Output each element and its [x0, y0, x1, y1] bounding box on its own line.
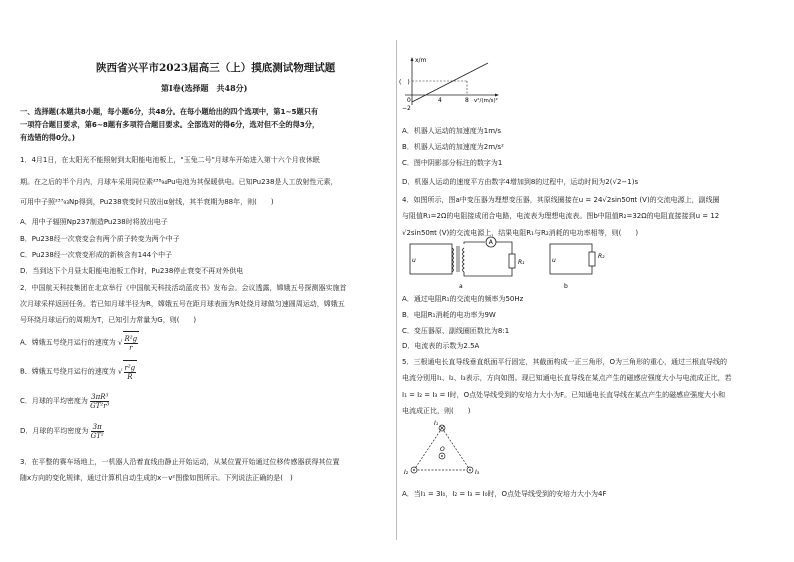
q5-stem-line-4: 电流成正比，则( )	[402, 407, 471, 415]
q1-stem-line-2: 期。在之后的半个月内，月球车采用同位素²³⁸₉₄Pu电池为其保暖供电。已知Pu238是人工放射性元素，	[20, 178, 338, 186]
q3-option-d: D．机器人运动的速度平方由数字4增加到8的过程中，运动时间为2(√2−1)s	[402, 178, 639, 186]
q2-c-denominator: GT²r³	[90, 401, 110, 410]
q2-a-numerator: R²g	[124, 334, 138, 343]
q1-option-a: A．用中子辐照Np237制造Pu238时将放出电子	[20, 218, 168, 226]
q2-option-a	[20, 331, 139, 354]
q2-option-c	[20, 390, 109, 412]
x-axis-label: v²/(m/s)²	[474, 98, 498, 104]
q4-stem-line-3: √2sin50πt (V)的交流电源上，结果电阻R₁与R₂消耗的电功率相等，则( )	[402, 229, 639, 237]
resistor-r2	[589, 252, 595, 266]
circuit-b-loop	[550, 244, 592, 274]
sqrt-expression: √ $\frac{\text{R²g}}{r}$	[118, 331, 139, 354]
page-title: 陕西省兴平市2023届高三（上）摸底测试物理试题	[96, 62, 336, 74]
figure-b-label: b	[564, 283, 568, 290]
r1-label: R₁	[518, 259, 525, 266]
q5-stem-line-1: 5．三根通电长直导线垂直纸面平行固定，其截面构成一正三角形，O为三角形的重心，通过三根直导线的	[402, 358, 727, 366]
triangle-edge-right	[442, 428, 470, 470]
x-axis-arrow	[495, 94, 499, 97]
q2-stem-line-3: 号环绕月球运行的周期为T，已知引力常量为G，则( )	[20, 316, 197, 324]
neg-intercept-label: −2	[402, 105, 411, 112]
x-v2-graph	[397, 55, 507, 113]
q2-b-denominator: R	[127, 372, 133, 381]
q3-stem-line-2: 随x方向的变化规律，通过计算机自动生成的x－v²图像如图所示。下列说法正确的是( )	[20, 474, 293, 482]
q4-stem-line-2: 与阻值R₁=2Ω的电阻接成闭合电路，电流表为理想电流表。图b中阻值R₂=32Ω的电阻直接接到u = 12	[402, 212, 720, 220]
triangle-edge-left	[414, 428, 442, 470]
part-intro-line-2: 一项符合题目要求，第6~8题有多项符合题目要求。全部选对的得6分，选对但不全的得3分，	[20, 120, 320, 129]
dot-mark	[469, 469, 471, 471]
i1-label: I₁	[434, 420, 439, 427]
q2-option-d	[20, 420, 104, 442]
tick-8-label: 8	[465, 97, 469, 104]
q2-stem-line-1: 2．中国航天科技集团在北京举行《中国航天科技活动蓝皮书》发布会。会议透露，嫦娥五号探测器实施首	[20, 284, 347, 292]
column-divider	[396, 40, 397, 540]
part-intro-line-1: 一、选择题(本题共8小题，每小题6分，共48分。在每小题给出的四个选项中，第1~5题只有	[20, 107, 319, 116]
q5-stem-line-2: 电流分别用I₁、I₂、I₃表示，方向如图。现已知通电长直导线在某点产生的磁感应强度大小与电流成正比，若	[402, 374, 732, 382]
o-label: O	[440, 446, 445, 453]
secondary-top-wire	[464, 242, 485, 244]
q4-option-b: B．电阻R₁消耗的电功率为9W	[402, 311, 496, 319]
shaded-paren: ( )	[399, 79, 410, 86]
q5-option-a: A．当I₁ = 3I₀，I₂ = I₃ = I₀时，O点处导线受到的安培力大小为4F	[402, 490, 607, 498]
q3-option-c: C．图中阴影部分标注的数字为1	[402, 159, 503, 167]
q2-option-a-label: A．嫦娥五号绕月运行的速度为	[20, 338, 116, 347]
primary-loop	[410, 244, 452, 274]
q2-a-denominator: r	[129, 343, 133, 352]
q1-option-b: B．Pu238经一次衰变会有两个质子转变为两个中子	[20, 235, 180, 243]
q1-stem-line-3: 可用中子照²³⁷₉₃Np得到，Pu238衰变时只放出α射线，其半衰期为88年，则( )	[20, 198, 274, 206]
q2-stem-line-2: 次月球采样返回任务。若已知月球半径为R，嫦娥五号在距月球表面为R处绕月球做匀速圆周运动，嫦娥五	[20, 300, 345, 308]
triangle-diagram	[402, 418, 502, 480]
dot-mark	[441, 455, 443, 457]
q4-option-a: A．通过电阻R₁的交流电的频率为50Hz	[402, 295, 524, 303]
q3-stem-line-1: 3．在平整的赛车场地上，一机器人沿着直线由静止开始运动，从某位置开始通过位移传感器获得其位置	[20, 458, 340, 466]
source-u-label: u	[412, 257, 416, 264]
section-heading: 第Ⅰ卷(选择题 共48分)	[161, 83, 248, 93]
origin-label: 0	[407, 97, 411, 104]
secondary-coil	[463, 248, 465, 272]
q1-stem-line-1: 1．4月1日，在太阳光不能照射到太阳能电池板上，"玉兔二号"月球车开始进入第十六个月夜休眠	[20, 156, 320, 164]
q4-stem-line-1: 4．如图所示，图a中变压器为理想变压器，其原线圈接在u = 24√2sin50πt (V)的交流电源上，副线圈	[402, 196, 720, 204]
q2-d-numerator: 3π	[91, 423, 104, 432]
ammeter-label: A	[488, 239, 493, 247]
circuit-a	[402, 236, 542, 291]
circuit-b	[542, 236, 622, 291]
q2-option-c-label: C．月球的平均密度为	[20, 397, 88, 405]
sqrt-expression: √ $\frac{\text{r²g}}{R}$	[118, 360, 137, 383]
q2-option-d-label: D．月球的平均密度为	[20, 427, 89, 435]
fraction	[90, 393, 109, 410]
q2-option-b-label: B．嫦娥五号绕月运行的速度为	[20, 367, 116, 376]
secondary-right-wire	[496, 242, 512, 254]
q2-c-numerator: 3πR³	[91, 392, 109, 401]
fraction	[91, 423, 104, 440]
q3-option-b: B．机器人运动的加速度为2m/s²	[402, 143, 504, 151]
q2-d-denominator: GT²	[90, 431, 104, 440]
i3-label: I₃	[475, 469, 480, 476]
tick-4-label: 4	[438, 97, 442, 104]
q5-stem-line-3: I₁ = I₂ = I₃ = I时，O点处导线受到的安培力大小为F。已知通电长直导线在某点产生的磁感应强度大小和	[402, 391, 726, 399]
dot-mark	[413, 469, 415, 471]
q1-option-c: C．Pu238经一次衰变形成的新核含有144个中子	[20, 251, 173, 259]
q2-option-b	[20, 360, 137, 383]
r2-label: R₂	[598, 253, 605, 260]
q3-option-a: A．机器人运动的加速度为1m/s	[402, 127, 502, 135]
y-axis-arrow	[411, 57, 414, 61]
q4-option-c: C．变压器原、副线圈匝数比为8:1	[402, 327, 510, 335]
q1-option-d: D．当到达下个月昼太阳能电池板工作时，Pu238停止衰变不再对外供电	[20, 267, 244, 275]
i2-label: I₂	[404, 469, 409, 476]
resistor-r1	[509, 254, 515, 268]
q4-option-d: D．电流表的示数为2.5A	[402, 342, 480, 350]
y-axis-label: x/m	[415, 57, 427, 64]
primary-coil	[452, 248, 454, 272]
figure-a-label: a	[459, 283, 463, 290]
source-u-label: u	[552, 257, 556, 264]
q2-b-numerator: r²g	[124, 363, 136, 372]
part-intro-line-3: 有选错的得0分。)	[20, 133, 75, 142]
secondary-bottom-wire	[464, 268, 512, 276]
graph-line	[412, 63, 488, 102]
